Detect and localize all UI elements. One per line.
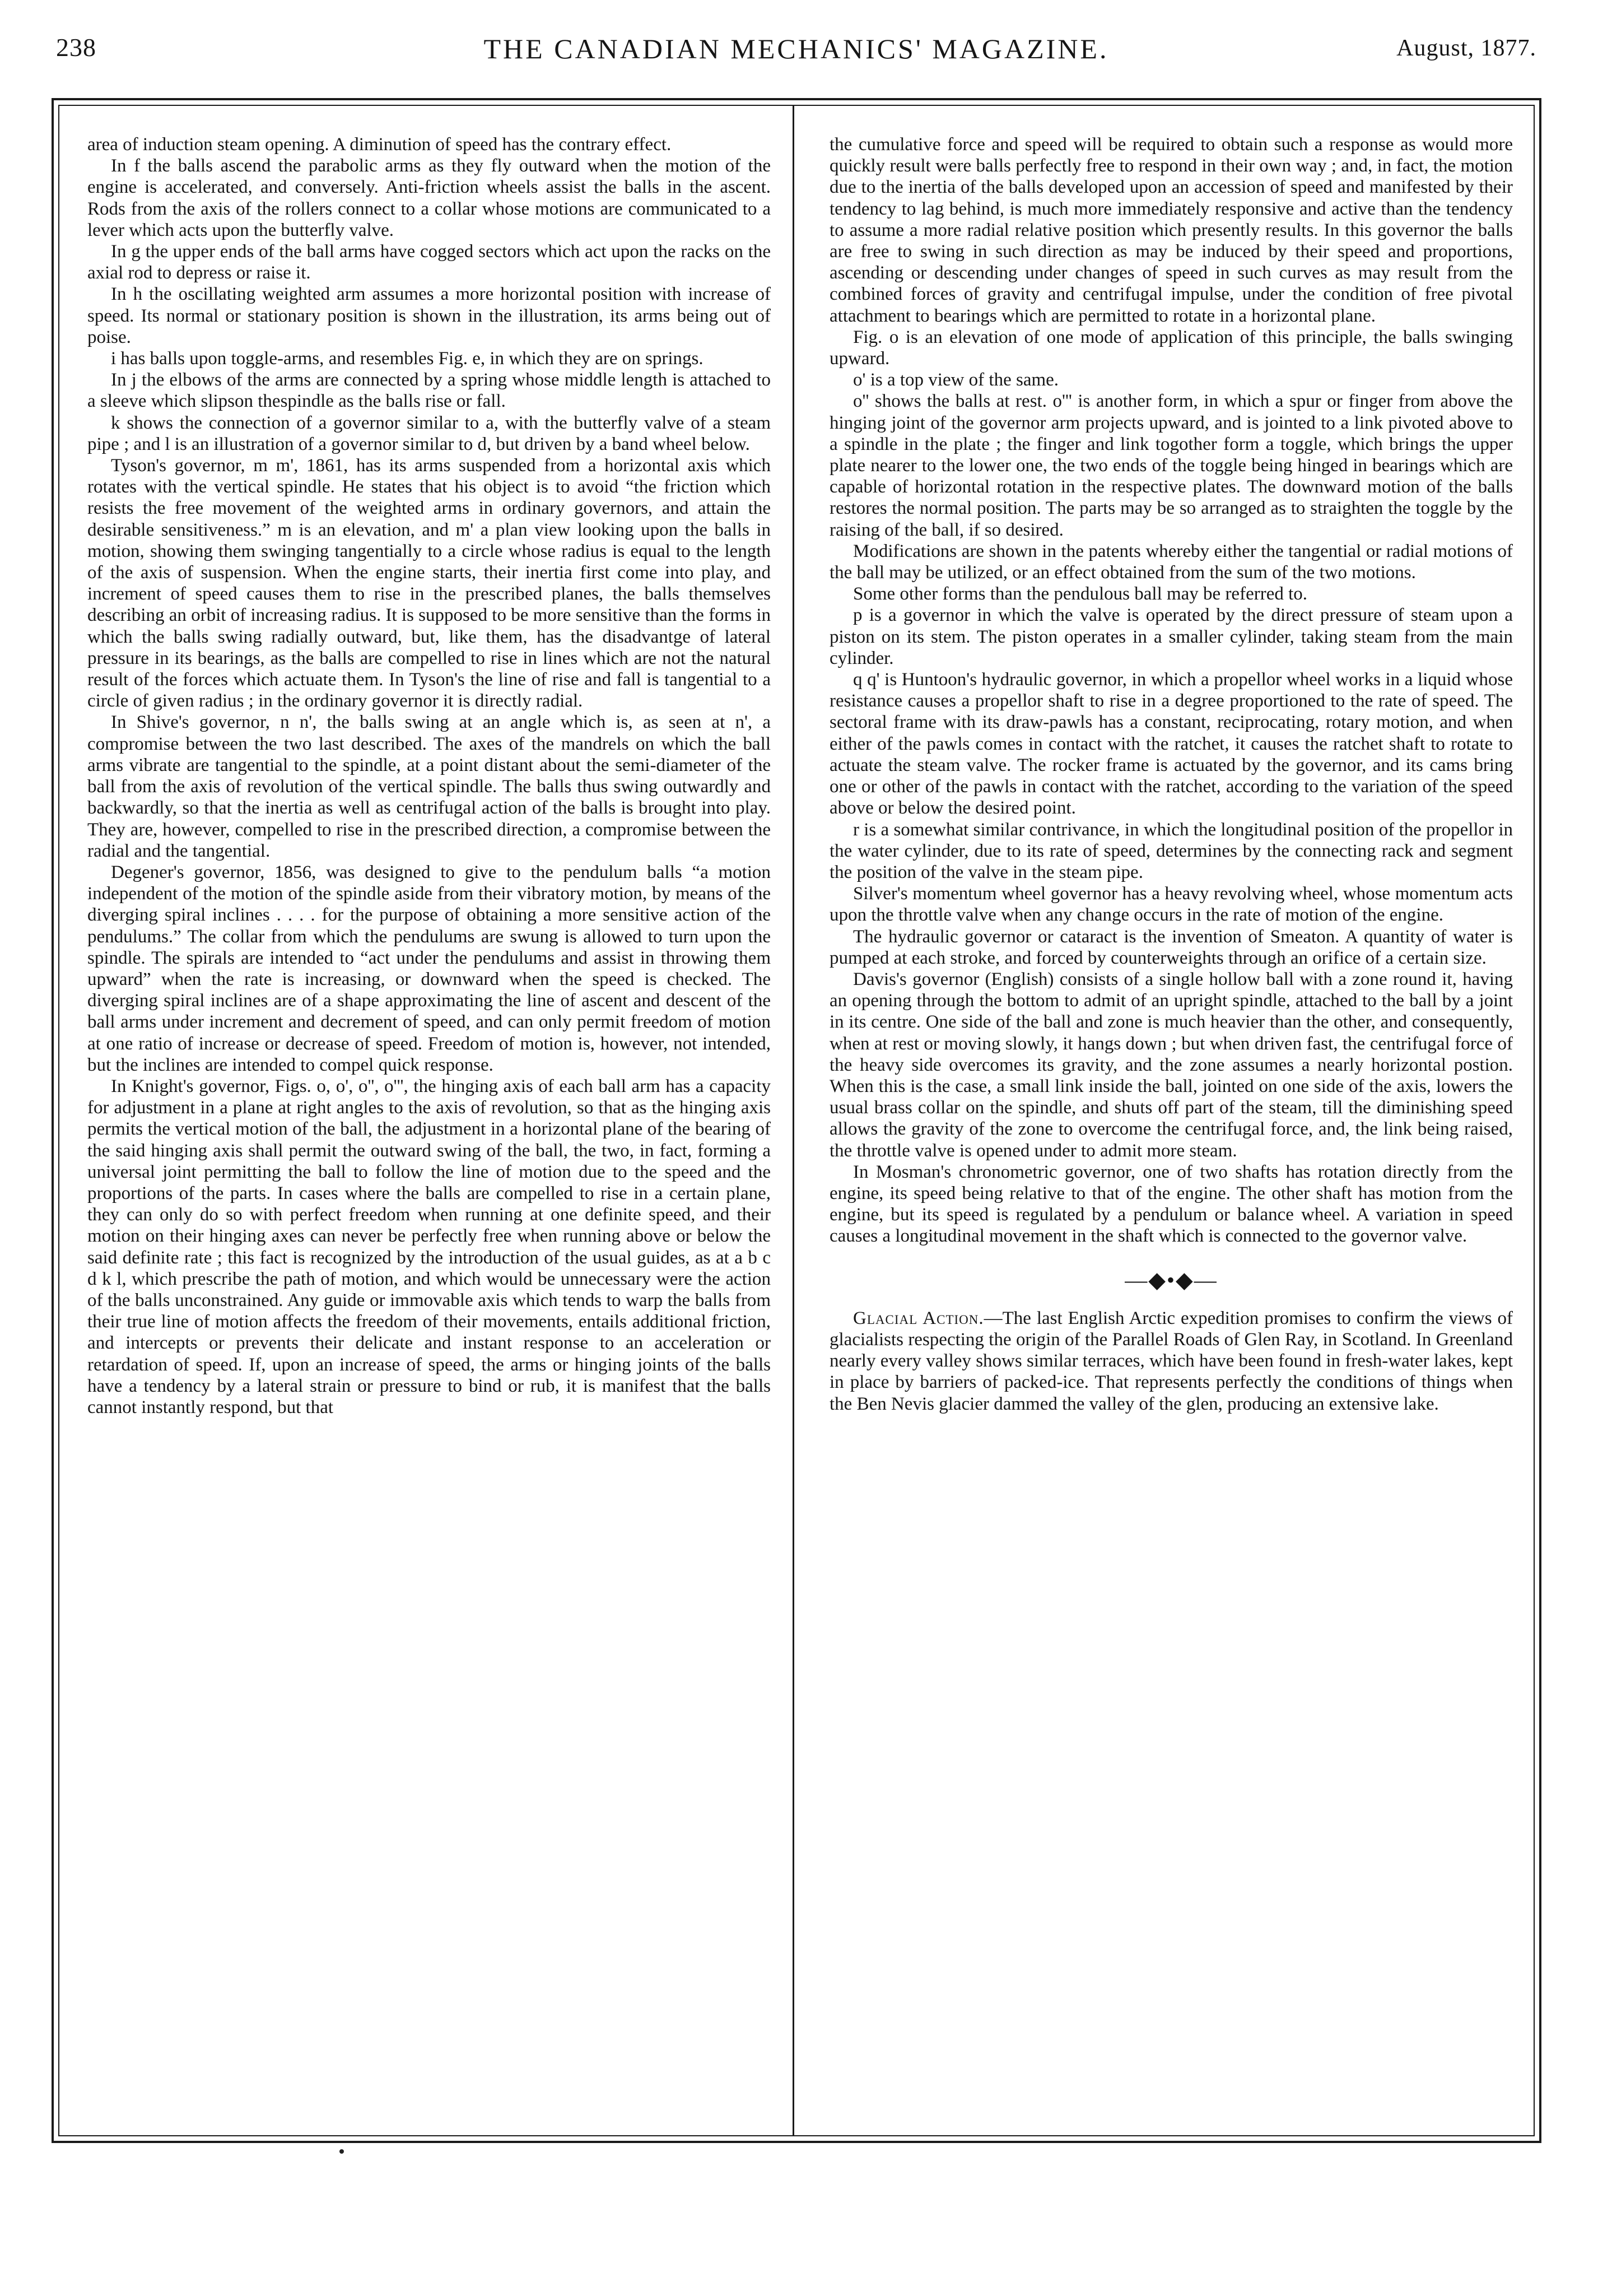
paragraph: p is a governor in which the valve is operated by the direct pressure of steam upon a piston on its stem. The piston operates in a smaller cylinder, taking steam from the main cylinder.: [830, 605, 1513, 668]
paragraph: r is a somewhat similar contrivance, in which the longitudinal position of the propellor in the water cylinder, due to its rate of speed, determines by the connecting rack and segment the position of the valve in the steam pipe.: [830, 819, 1513, 882]
paragraph: Davis's governor (English) consists of a single hollow ball with a zone round it, having an opening through the bottom to admit of an upright spindle, attached to the ball by a joint in its centre. One side of the ball and zone is much heavier than the other, and consequently, when at rest or moving slowly, it hangs down ; but when driven fast, the centrifugal force of the heavy side overcomes its gravity, and the zone assumes a nearly horizontal postion. When this is the case, a small link inside the ball, jointed on one side of the axis, lowers the usual brass collar on the spindle, and shuts off part of the steam, till the diminishing speed allows the gravity of the zone to overcome the centrifugal force, and, the link being raised, the throttle valve is opened under to admit more steam.: [830, 969, 1513, 1161]
paragraph: o'' shows the balls at rest. o''' is another form, in which a spur or finger from above the hinging joint of the governor arm projects upward, and is jointed to a link pivoted above to a spindle in the plate ; the finger and link togother form a toggle, which brings the upper plate nearer to the lower one, the two ends of the toggle being hinged in bearings which are capable of horizontal rotation in the respective plates. The downward motion of the balls restores the normal position. The parts may be so arranged as to straighten the toggle by the raising of the ball, if so desired.: [830, 391, 1513, 540]
glacial-action-text: —The last English Arctic expedition promises to confirm the views of glacialists respecting the origin of the Parallel Roads of Glen Ray, in Scotland. In Greenland nearly every valley shows similar terraces, which have been found in fresh-water lakes, kept in place by barriers of packed-ice. That represents perfectly the conditions of things when the Ben Nevis glacier dammed the valley of the glen, producing an extensive lake.: [830, 1308, 1513, 1414]
paragraph: In g the upper ends of the ball arms have cogged sectors which act upon the racks on the axial rod to depress or raise it.: [87, 241, 771, 283]
paragraph: In j the elbows of the arms are connected by a spring whose middle length is attached to a sleeve which slipson thespindle as the balls rise or fall.: [87, 370, 771, 412]
right-column: [830, 134, 1513, 1415]
paragraph: q q' is Huntoon's hydraulic governor, in which a propellor wheel works in a liquid whose resistance causes a propellor shaft to rise in a degree proportioned to the rate of speed. The sectoral frame with its draw-pawls has a constant, reciprocating, rotary motion, and when either of the pawls comes in contact with the ratchet, it causes the ratchet shaft to rotate to actuate the steam valve. The rocker frame is actuated by the governor, and its cams bring one or other of the pawls in contact with the ratchet, according to the variation of the speed above or below the desired point.: [830, 670, 1513, 819]
paragraph: Silver's momentum wheel governor has a heavy revolving wheel, whose momentum acts upon the throttle valve when any change occurs in the rate of motion of the engine.: [830, 884, 1513, 926]
footer-dot: [339, 2149, 344, 2154]
paragraph: The hydraulic governor or cataract is the invention of Smeaton. A quantity of water is pumped at each stroke, and forced by counterweights through an orifice of a certain size.: [830, 926, 1513, 968]
paragraph: In Mosman's chronometric governor, one of two shafts has rotation directly from the engine, its speed being relative to that of the engine. The other shaft has motion from the engine, but its speed is regulated by a pendulum or balance wheel. A variation in speed causes a longitudinal movement in the shaft which is connected to the governor valve.: [830, 1161, 1513, 1247]
paragraph: Modifications are shown in the patents whereby either the tangential or radial motions of the ball may be utilized, or an effect obtained from the sum of the two motions.: [830, 541, 1513, 583]
paragraph: area of induction steam opening. A diminution of speed has the contrary effect.: [87, 134, 672, 155]
issue-date: August, 1877.: [1396, 35, 1536, 61]
paragraph: Degener's governor, 1856, was designed to give to the pendulum balls “a motion independent of the motion of the spindle aside from their vibratory motion, by means of the diverging spiral inclines . . . . for the purpose of obtaining a more sensitive action of the pendulums.” The collar from which the pendulums are swung is allowed to turn upon the spindle. The spirals are intended to “act under the pendulums and assist in throwing them upward” when the rate is increasing, or downward when the speed is checked. The diverging spiral inclines are of a shape approximating the line of ascent and descent of the ball arms under increment and decrement of speed, and can only permit freedom of motion at one ratio of increase or decrease of speed. Freedom of motion is, however, not intended, but the inclines are intended to compel quick response.: [87, 862, 771, 1075]
running-header: [56, 32, 1536, 72]
glacial-action-heading: Glacial Action.: [853, 1308, 984, 1328]
glacial-action-paragraph: [830, 1308, 1513, 1415]
paragraph: In h the oscillating weighted arm assumes a more horizontal position with increase of speed. Its normal or stationary position is shown in the illustration, its arms being out of poise.: [87, 284, 771, 347]
paragraph: In Knight's governor, Figs. o, o', o'', o''', the hinging axis of each ball arm has a capacity for adjustment in a plane at right angles to the axis of revolution, so that as the hinging axis permits the vertical motion of the ball, the adjustment in a horizontal plane of the bearing of the said hinging axis shall permit the outward swing of the ball, the two, in fact, forming a universal joint permitting the ball to follow the line of motion due to the speed and the proportions of the parts. In cases where the balls are compelled to rise in a certain plane, they can only do so with perfect freedom when running at one definite speed, and their motion on their hinging axes can never be perfectly free when running above or below the said definite rate ; this fact is recognized by the introduction of the usual guides, as at a b c d k l, which prescribe the path of motion, and which would be unnecessary were the action of the balls unconstrained. Any guide or immovable axis which tends to warp the balls from their true line of motion affects the freedom of their movements, entails additional friction, and intercepts or prevents their delicate and instant response to an acceleration or retardation of speed. If, upon an increase of speed, the arms or hinging joints of the balls have a tendency by a lateral strain or pressure to bind or rub, it is manifest that the balls cannot instantly respond, but that: [87, 1076, 771, 1417]
paragraph: Some other forms than the pendulous ball may be referred to.: [853, 584, 1308, 605]
paragraph: Fig. o is an elevation of one mode of application of this principle, the balls swinging upward.: [830, 327, 1513, 369]
paragraph: In Shive's governor, n n', the balls swing at an angle which is, as seen at n', a compromise between the two last described. The axes of the mandrels on which the ball arms vibrate are tangential to the spindle, at a point distant about the semi-diameter of the ball from the axis of revolution of the vertical spindle. The balls thus swing outwardly and backwardly, so that the inertia as well as centrifugal action of the balls is brought into play. They are, however, compelled to rise in the prescribed direction, a compromise between the radial and the tangential.: [87, 712, 771, 861]
column-divider: [793, 106, 794, 2135]
paragraph: In f the balls ascend the parabolic arms as they fly outward when the motion of the engine is accelerated, and conversely. Anti-friction wheels assist the balls in the ascent. Rods from the axis of the rollers connect to a collar whose motions are communicated to a lever which acts upon the butterfly valve.: [87, 156, 771, 240]
section-ornament: —◆•◆—: [1125, 1267, 1218, 1293]
magazine-title: THE CANADIAN MECHANICS' MAGAZINE.: [483, 33, 1109, 64]
left-column: [87, 134, 771, 1418]
text-frame: [52, 98, 1541, 2143]
paragraph: o' is a top view of the same.: [853, 370, 1059, 391]
paragraph: i has balls upon toggle-arms, and resembles Fig. e, in which they are on springs.: [111, 348, 704, 369]
page-number: 238: [56, 33, 96, 62]
paragraph: k shows the connection of a governor similar to a, with the butterfly valve of a steam pipe ; and l is an illustration of a governor similar to d, but driven by a band wheel below.: [87, 412, 771, 454]
paragraph: the cumulative force and speed will be required to obtain such a response as would more quickly result were balls perfectly free to respond in their own way ; and, in fact, the motion due to the inertia of the balls developed upon an accession of speed and manifested by their tendency to lag behind, is much more immediately responsive and active than the tendency to assume a more radial relative position which presently results. In this governor the balls are free to swing in such direction as may be induced by their speed and proportions, ascending or descending under changes of speed in such curves as may result from the combined forces of gravity and centrifugal impulse, under the condition of free pivotal attachment to bearings which are permitted to rotate in a horizontal plane.: [830, 134, 1513, 326]
paragraph: Tyson's governor, m m', 1861, has its arms suspended from a horizontal axis which rotates with the vertical spindle. He states that his object is to avoid “the friction which resists the free movement of the weighted arms in ordinary governors, and attain the desirable sensitiveness.” m is an elevation, and m' a plan view looking upon the balls in motion, showing them swinging tangentially to a circle whose radius is equal to the length of the axis of suspension. When the engine starts, their inertia first come into play, and increment of speed causes them to rise in the prescribed planes, the balls themselves describing an orbit of increasing radius. It is supposed to be more sensitive than the forms in which the balls swing radially outward, but, like them, has the disadvantge of lateral pressure in its bearings, as the balls are compelled to rise in lines which are not the natural result of the forces which actuate them. In Tyson's the line of rise and fall is tangential to a circle of given radius ; in the ordinary governor it is directly radial.: [87, 456, 771, 712]
